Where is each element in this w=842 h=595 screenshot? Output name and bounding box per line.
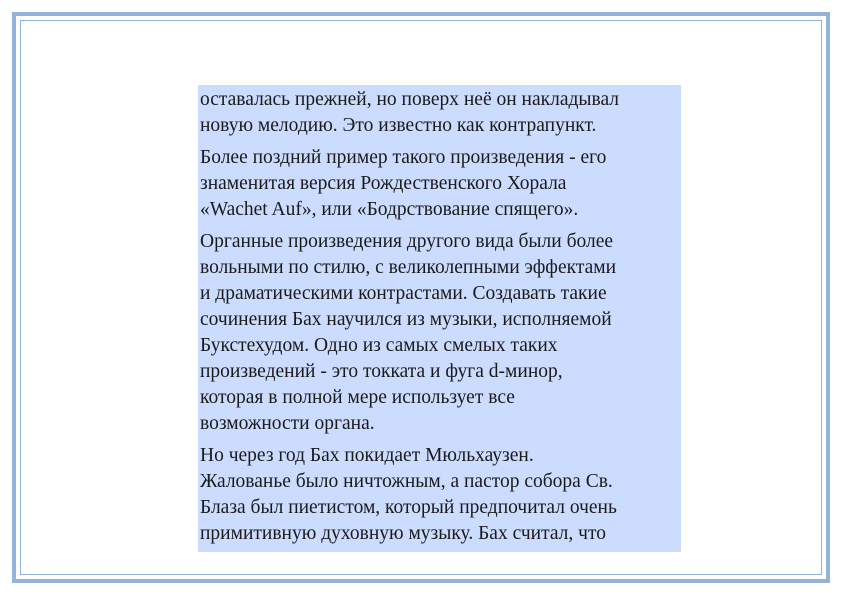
paragraph-1 <box>200 87 681 139</box>
text-line: Но через год Бах покидает Мюльхаузен. <box>200 445 534 466</box>
text-line: возможности органа. <box>200 413 375 434</box>
text-line: Блаза был пиетистом, который предпочитал очень <box>200 497 617 518</box>
paragraph-3 <box>200 229 681 437</box>
text-line: сочинения Бах научился из музыки, исполняемой <box>200 309 612 330</box>
text-line: вольными по стилю, с великолепными эффектами <box>200 257 617 278</box>
text-line: Более поздний пример такого произведения - его <box>200 147 607 168</box>
text-block <box>198 85 681 552</box>
text-line: оставалась прежней, но поверх неё он накладывал <box>200 89 620 110</box>
text-line: новую мелодию. Это известно как контрапункт. <box>200 115 597 136</box>
text-line: которая в полной мере использует все <box>200 387 515 408</box>
text-line: Органные произведения другого вида были более <box>200 231 614 252</box>
text-line: произведений - это токката и фуга d-минор, <box>200 361 563 382</box>
text-line: Жалованье было ничтожным, а пастор собора Св. <box>200 471 613 492</box>
paragraph-4 <box>200 443 681 547</box>
text-line: примитивную духовную музыку. Бах считал, что <box>200 523 606 544</box>
text-line: и драматическими контрастами. Создавать такие <box>200 283 607 304</box>
text-line: Букстехудом. Одно из самых смелых таких <box>200 335 558 356</box>
text-line: «Wachet Auf», или «Бодрствование спящего». <box>200 199 579 220</box>
paragraph-2 <box>200 145 681 223</box>
text-line: знаменитая версия Рождественского Хорала <box>200 173 567 194</box>
